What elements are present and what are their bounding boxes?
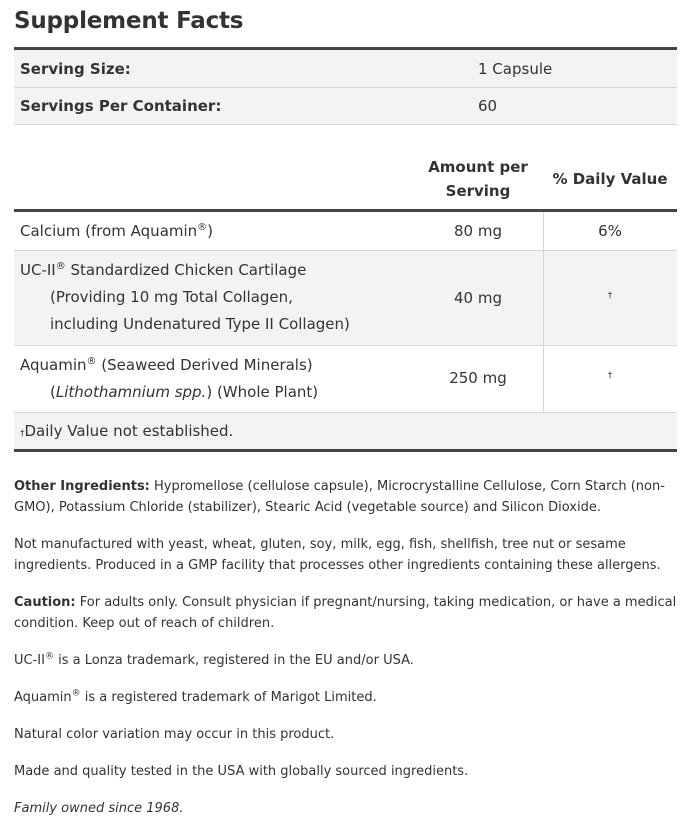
ingredient-detail-line: (Providing 10 mg Total Collagen, xyxy=(50,288,293,306)
page-title: Supplement Facts xyxy=(14,8,244,34)
caution-text: For adults only. Consult physician if pregnant/nursing, taking medication, or have a medical condition. Keep out of reach of children. xyxy=(14,595,677,631)
registered-mark: ® xyxy=(71,688,81,699)
paren-open: ( xyxy=(50,383,56,401)
ingredient-name-rest: (Seaweed Derived Minerals) xyxy=(96,356,313,374)
trademark-text: is a registered trademark of Marigot Limited. xyxy=(80,690,377,705)
ingredient-name-text: UC-II xyxy=(20,261,56,279)
ingredient-detail-line xyxy=(50,383,318,401)
ingredient-name-suffix: ) xyxy=(207,222,214,240)
serving-size-value: 1 Capsule xyxy=(478,60,553,78)
ingredient-amount: 80 mg xyxy=(454,222,502,240)
registered-mark: ® xyxy=(44,651,54,662)
table-bottom-rule xyxy=(14,449,677,452)
serving-bottom-rule xyxy=(14,124,677,125)
ingredient-name xyxy=(20,261,306,279)
dagger-mark: † xyxy=(20,429,25,439)
footnote-text: Daily Value not established. xyxy=(24,422,234,440)
trademark-aquamin xyxy=(14,687,679,708)
table-row xyxy=(14,212,677,250)
other-ingredients-text: Hypromellose (cellulose capsule), Microcrystalline Cellulose, Corn Starch (non-GMO), Potassium Chloride (stabilizer), Stearic Acid (vegetable source) and Silicon Dioxide. xyxy=(14,479,665,515)
amount-header-line1: Amount per xyxy=(428,158,528,176)
trademark-ucii xyxy=(14,650,679,671)
daily-value-header: % Daily Value xyxy=(552,170,668,188)
other-ingredients xyxy=(14,476,679,518)
column-divider xyxy=(543,212,544,412)
ingredient-name-text: Calcium (from Aquamin xyxy=(20,222,198,240)
ingredient-amount: 40 mg xyxy=(454,289,502,307)
ingredient-detail-line: including Undenatured Type II Collagen) xyxy=(50,315,350,333)
ingredient-amount: 250 mg xyxy=(449,369,507,387)
table-row xyxy=(14,251,677,345)
footnote xyxy=(20,422,233,440)
registered-mark: ® xyxy=(197,222,208,233)
ingredient-name xyxy=(20,222,213,240)
ingredient-daily-value: † xyxy=(607,371,613,381)
ingredient-daily-value: † xyxy=(607,291,613,301)
trademark-name: Aquamin xyxy=(14,690,72,705)
trademark-name: UC-II xyxy=(14,653,45,668)
servings-per-container-value: 60 xyxy=(478,97,498,115)
caution-statement xyxy=(14,592,679,634)
paren-close: ) (Whole Plant) xyxy=(206,383,319,401)
ingredient-daily-value: 6% xyxy=(598,222,622,240)
servings-per-container-label: Servings Per Container: xyxy=(20,97,222,115)
trademark-text: is a Lonza trademark, registered in the EU and/or USA. xyxy=(53,653,414,668)
ingredient-name-rest: Standardized Chicken Cartilage xyxy=(65,261,307,279)
species-name: Lithothamnium spp. xyxy=(55,383,207,401)
made-in-usa-note: Made and quality tested in the USA with globally sourced ingredients. xyxy=(14,764,469,779)
registered-mark: ® xyxy=(55,261,66,272)
caution-label: Caution: xyxy=(14,595,76,610)
ingredient-name-text: Aquamin xyxy=(20,356,87,374)
table-row xyxy=(14,346,677,412)
family-owned-note: Family owned since 1968. xyxy=(14,801,184,816)
amount-header-line2: Serving xyxy=(445,182,511,200)
serving-size-label: Serving Size: xyxy=(20,60,131,78)
other-ingredients-label: Other Ingredients: xyxy=(14,479,150,494)
allergen-statement: Not manufactured with yeast, wheat, gluten, soy, milk, egg, fish, shellfish, tree nut or sesame ingredients. Produced in a GMP facility that processes other ingredients containing these allergens. xyxy=(14,537,661,573)
registered-mark: ® xyxy=(86,356,97,367)
color-variation-note: Natural color variation may occur in this product. xyxy=(14,727,335,742)
ingredient-name xyxy=(20,356,313,374)
